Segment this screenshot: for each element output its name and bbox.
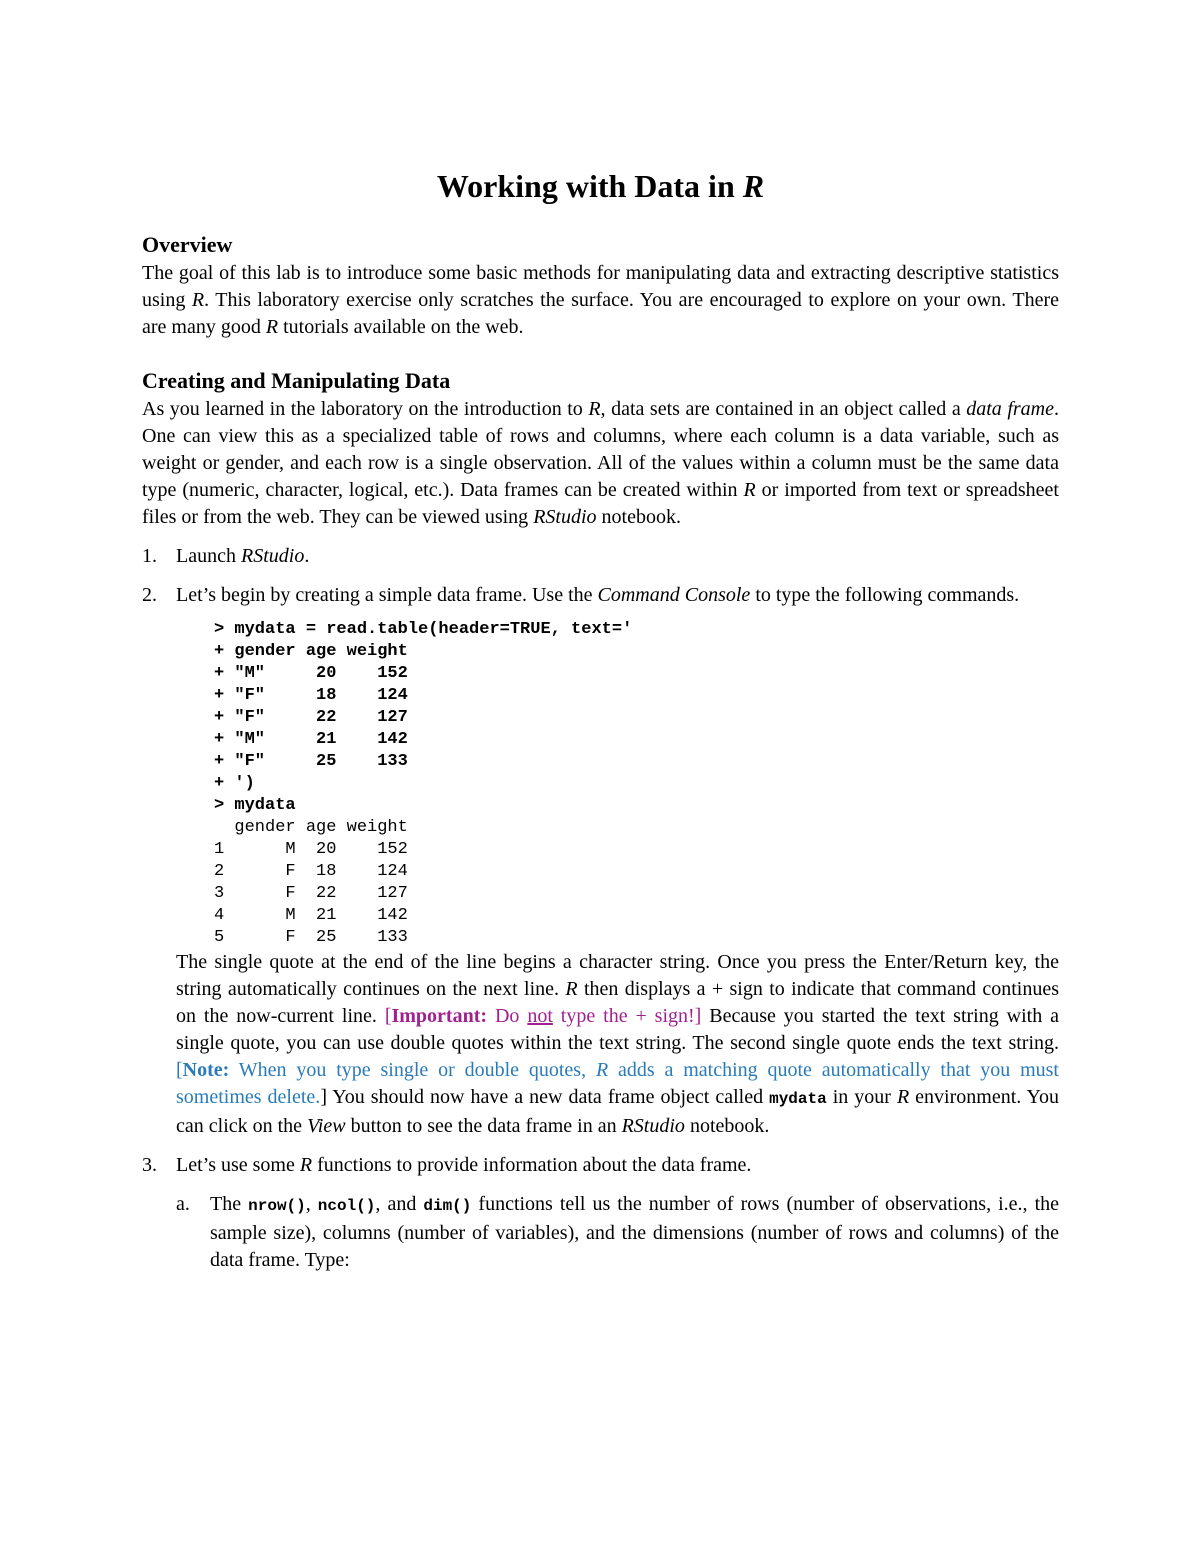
creating-heading: Creating and Manipulating Data	[142, 368, 451, 393]
creating-paragraph: As you learned in the laboratory on the introduction to R, data sets are contained in an object called a data frame. One can view this as a specialized table of rows and columns, where each column is a data variable, such as weight or gender, and each row is a single observation. All of the values within a column must be the same data type (numeric, character, logical, etc.). Data frames can be created within R or imported from text or spreadsheet files or from the web. They can be viewed using RStudio notebook.	[142, 398, 1059, 528]
document-page	[142, 160, 1059, 1274]
list-item-step-3: 3. Let’s use some R functions to provide information about the data frame. a. The nrow(), ncol(), and dim() functions tell us the number of rows (number of observations, i.e., the sample size), columns (number of variables), and the dimensions (number of rows and columns) of the data frame. Type:	[142, 1152, 1059, 1274]
page-title: Working with Data in R	[436, 168, 765, 204]
step-number: 2.	[142, 584, 157, 606]
code-block	[214, 619, 1059, 949]
step-number: 1.	[142, 545, 157, 567]
explanation-paragraph: The single quote at the end of the line begins a character string. Once you press the Enter/Return key, the string automatically continues on the next line. R then displays a + sign to indicate that command continues on the now-current line. [Important: Do not type the + sign!] Because you started the text string with a single quote, you can use double quotes within the text string. The second single quote ends the text string. [Note: When you type single or double quotes, R adds a matching quote automatically that you must sometimes delete.] You should now have a new data frame object called mydata in your R environment. You can click on the View button to see the data frame in an RStudio notebook.	[176, 951, 1059, 1137]
code-output-lines: gender age weight 1 M 20 152 2 F 18 124 3 F 22 127 4 M 21 142 5 F 25 133	[214, 818, 408, 947]
note-callout: [Note: When you type single or double quotes, R adds a matching quote automatically that you must sometimes delete.	[176, 1059, 1059, 1108]
step-number: 3.	[142, 1154, 157, 1176]
list-item-step-2: 2. Let’s begin by creating a simple data frame. Use the Command Console to type the following commands. > mydata = read.table(header=TRUE, text=' + gender age weight + "M" 20 152 + "F" 18 124 + "F" 22 127 + "M" 21 142 + "F" 25 133 + ') > mydata gender age weight 1 M 20 152 2 F 18 124 3 F 22 127 4 M 21 142 5 F 25 133 The single quote at the end of the line begins a character string. Once you press the Enter/Return key, the string automatically continues on the next line. R then displays a + sign to indicate that command continues on the now-current line. [Important: Do not type the + sign!] Because you started the text string with a single quote, you can use double quotes within the text string. The second single quote ends the text string. [Note: When you type single or double quotes, R adds a matching quote automatically that you must sometimes delete.] You should now have a new data frame object called mydata in your R environment. You can click on the View button to see the data frame in an RStudio notebook.	[142, 582, 1059, 1140]
overview-heading: Overview	[142, 232, 233, 257]
overview-paragraph: The goal of this lab is to introduce some basic methods for manipulating data and extracting descriptive statistics using R. This laboratory exercise only scratches the surface. You are encouraged to explore on your own. There are many good R tutorials available on the web.	[142, 262, 1059, 338]
steps-list	[142, 543, 1059, 1274]
list-item-step-3a: a. The nrow(), ncol(), and dim() functions tell us the number of rows (number of observations, i.e., the sample size), columns (number of variables), and the dimensions (number of rows and columns) of the data frame. Type:	[176, 1193, 1060, 1271]
code-input-lines: > mydata = read.table(header=TRUE, text=' + gender age weight + "M" 20 152 + "F" 18 124 + "F" 22 127 + "M" 21 142 + "F" 25 133 + ') > mydata	[214, 620, 633, 815]
important-callout: [Important: Do not type the + sign!]	[384, 1005, 702, 1027]
list-item-step-1: 1. Launch RStudio.	[142, 543, 1059, 570]
sub-step-letter: a.	[176, 1193, 190, 1215]
